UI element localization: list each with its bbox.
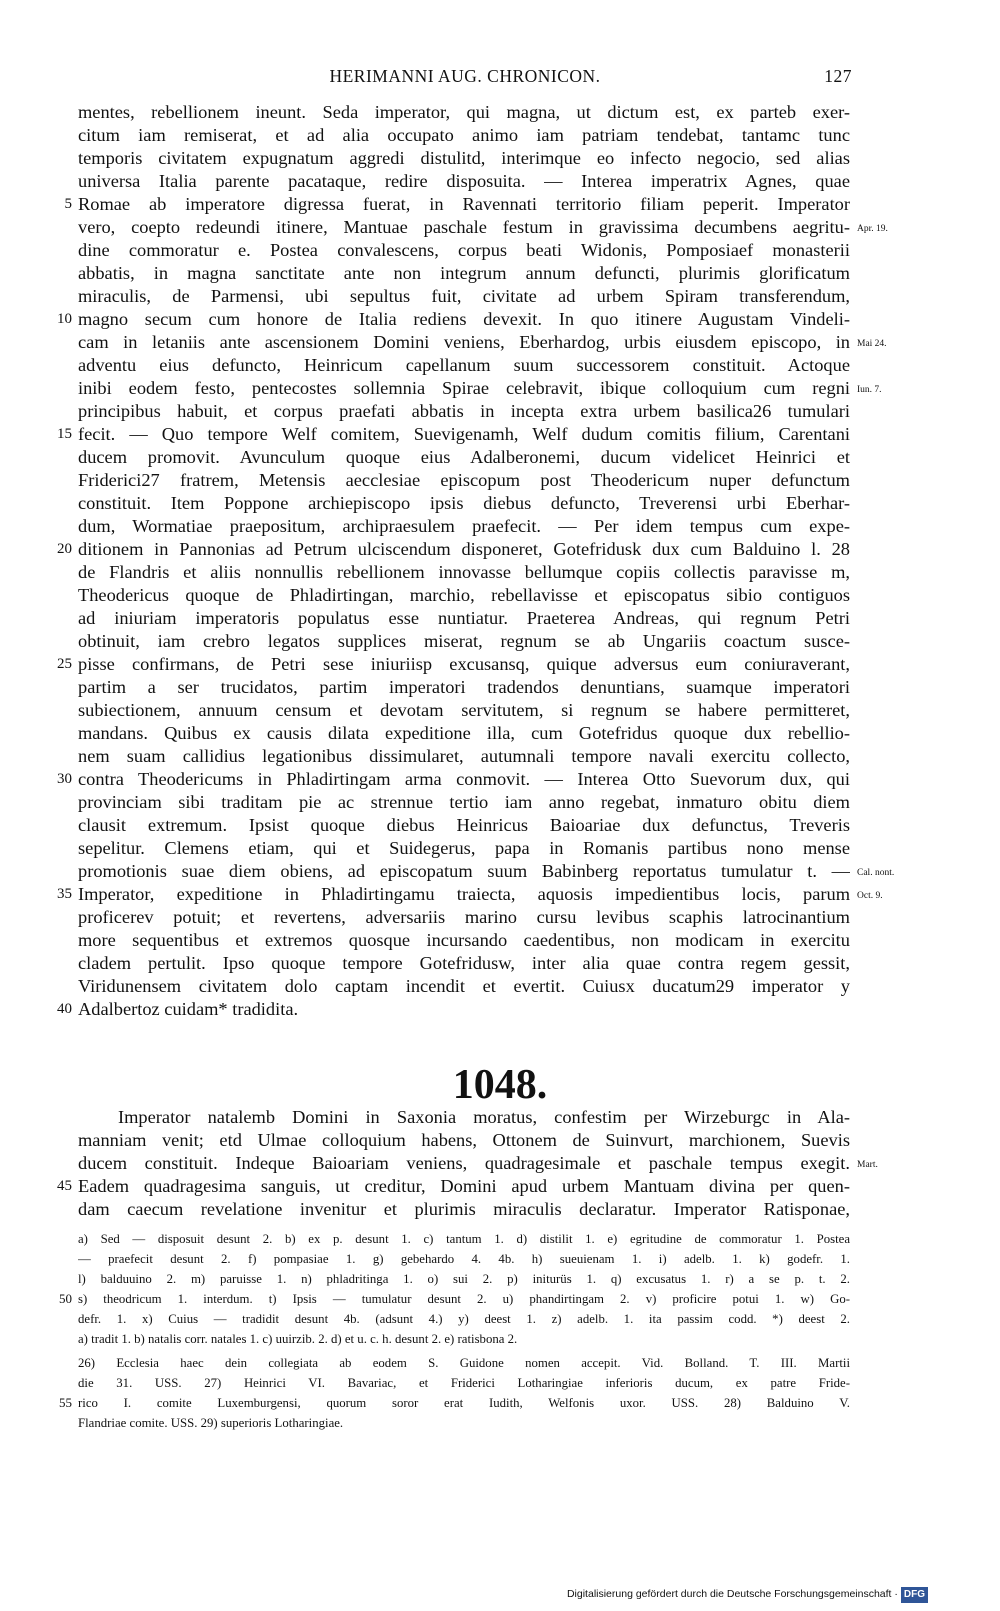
text-line: proficerev potuit; et revertens, adversariis marino cursu levibus scaphis latrocinantium bbox=[78, 907, 850, 927]
footnote-line: defr. 1. x) Cuius — tradidit desunt 4b. (adsunt 4.) y) deest 1. z) adelb. 1. ita passim codd. *) deest 2. bbox=[78, 1312, 850, 1326]
text-line: pisse confirmans, de Petri sese iniuriisp excusansq, quique adversus eum coniuraverant, bbox=[78, 654, 850, 674]
margin-date-note: Apr. 19. bbox=[857, 224, 888, 234]
text-line: subiectionem, annuum censum et devotam servitutem, si regnum se habere permitteret, bbox=[78, 700, 850, 720]
dfg-logo: DFG bbox=[901, 1587, 928, 1603]
footnote-line: — praefecit desunt 2. f) pompasiae 1. g) gebehardo 4. 4b. h) sueuienam 1. i) adelb. 1. k) godefr. 1. bbox=[78, 1252, 850, 1266]
digitization-footer bbox=[567, 1586, 928, 1602]
text-line: dine commoratur e. Postea convalescens, corpus beati Widonis, Pomposiaef monasterii bbox=[78, 240, 850, 260]
text-line: principibus habuit, et corpus praefati abbatis in incepta extra urbem basilica26 tumulari bbox=[78, 401, 850, 421]
text-line: citum iam remiserat, et ad alia occupato animo iam patriam tendebat, tantamc tunc bbox=[78, 125, 850, 145]
text-line: Adalbertoz cuidam* tradidita. bbox=[78, 999, 299, 1019]
footer-text: Digitalisierung gefördert durch die Deutsche Forschungsgemeinschaft · bbox=[566, 1588, 898, 1600]
commentary-line: rico I. comite Luxemburgensi, quorum soror erat Iudith, Welfonis uxor. USS. 28) Balduino V. bbox=[78, 1396, 850, 1410]
text-line: Theodericus quoque de Phladirtingan, marchio, rebellavisse et episcopatus sibio contiguos bbox=[78, 585, 850, 605]
text-line: nem suam callidius legationibus dissimularet, autumnali tempore navali exercitu collecto, bbox=[78, 746, 850, 766]
line-number: 25 bbox=[57, 656, 72, 672]
year-heading: 1048. bbox=[452, 1062, 548, 1108]
running-title: HERIMANNI AUG. CHRONICON. bbox=[329, 66, 601, 86]
text-line: abbatis, in magna sanctitate ante non integrum annum defuncti, plurimis glorificatum bbox=[78, 263, 850, 283]
commentary-line: 26) Ecclesia haec dein collegiata ab eodem S. Guidone nomen accepit. Vid. Bolland. T. III. Martii bbox=[78, 1356, 850, 1370]
text-line: provinciam sibi traditam pie ac strennue tertio iam anno regebat, inmaturo obitu diem bbox=[78, 792, 850, 812]
text-line: manniam venit; etd Ulmae colloquium habens, Ottonem de Suinvurt, marchionem, Suevis bbox=[78, 1130, 850, 1150]
text-line: ditionem in Pannonias ad Petrum ulciscendum disponeret, Gotefridusk dux cum Balduino l. 28 bbox=[78, 539, 850, 559]
page-number: 127 bbox=[824, 66, 852, 86]
margin-date-note: Oct. 9. bbox=[857, 891, 883, 901]
text-line: ducem promovit. Avunculum quoque eius Adalberonemi, ducum videlicet Heinrici et bbox=[78, 447, 850, 467]
text-line: vero, coepto redeundi itinere, Mantuae paschale festum in gravissima decumbens aegritu- bbox=[78, 217, 850, 237]
text-line: contra Theodericums in Phladirtingam arma conmovit. — Interea Otto Suevorum dux, qui bbox=[78, 769, 850, 789]
margin-date-note: Mart. bbox=[857, 1160, 878, 1170]
margin-date-note: Iun. 7. bbox=[857, 385, 882, 395]
text-line: dam caecum revelatione invenitur et plurimis miraculis declaratur. Imperator Ratisponae, bbox=[78, 1199, 850, 1219]
text-line: de Flandris et aliis nonnullis rebellionem innovasse bellumque copiis collectis paravisse m, bbox=[78, 562, 850, 582]
text-line: obtinuit, iam crebro legatos supplices miserat, regnum se ab Ungariis coactum susce- bbox=[78, 631, 850, 651]
text-line: temporis civitatem expugnatum aggredi distulitd, interimque eo infecto negocio, sed alias bbox=[78, 148, 850, 168]
text-line: clausit extremum. Ipsist quoque diebus Heinricus Baioariae dux defunctus, Treveris bbox=[78, 815, 850, 835]
text-line: partim a ser trucidatos, partim imperatori tradendos denuntians, suamque imperatori bbox=[78, 677, 850, 697]
line-number: 50 bbox=[59, 1291, 72, 1306]
footnote-line: a) Sed — disposuit desunt 2. b) ex p. desunt 1. c) tantum 1. d) distilit 1. e) egritudine de commoratur 1. Postea bbox=[78, 1232, 850, 1246]
footnote-line: a) tradit 1. b) natalis corr. natales 1. c) uuirzib. 2. d) et u. c. h. desunt 2. e) ratisbona 2. bbox=[78, 1332, 518, 1346]
line-number: 10 bbox=[57, 311, 72, 327]
text-line: miraculis, de Parmensi, ubi sepultus fuit, civitate ad urbem Spiram transferendum, bbox=[78, 286, 850, 306]
text-line: promotionis suae diem obiens, ad episcopatum suum Babinberg reportatus tumulatur t. — bbox=[78, 861, 850, 881]
margin-date-note: Mai 24. bbox=[857, 339, 887, 349]
text-line: Friderici27 fratrem, Metensis aecclesiae episcopum post Theodericum nuper defunctum bbox=[78, 470, 850, 490]
text-line: ducem constituit. Indeque Baioariam veniens, quadragesimale et paschale tempus exegit. bbox=[78, 1153, 850, 1173]
page-header bbox=[78, 66, 852, 92]
commentary-line: die 31. USS. 27) Heinrici VI. Bavariac, et Friderici Lotharingiae inferioris ducum, ex patre Fride- bbox=[78, 1376, 850, 1390]
line-number: 15 bbox=[57, 426, 72, 442]
text-line: fecit. — Quo tempore Welf comitem, Suevigenamh, Welf dudum comitis filium, Carentani bbox=[78, 424, 850, 444]
line-number: 5 bbox=[64, 196, 72, 212]
text-line: sepelitur. Clemens etiam, qui et Suidegerus, papa in Romanis partibus nono mense bbox=[78, 838, 850, 858]
text-line: constituit. Item Poppone archiepiscopo ipsis diebus defuncto, Treverensi urbi Eberhar- bbox=[78, 493, 850, 513]
text-line: Romae ab imperatore digressa fuerat, in Ravennati territorio filiam peperit. Imperator bbox=[78, 194, 850, 214]
footnote-line: s) theodricum 1. interdum. t) Ipsis — tumulatur desunt 2. u) phandirtingam 2. v) proficire potui 1. w) Go- bbox=[78, 1292, 850, 1306]
text-line: Imperator natalemb Domini in Saxonia moratus, confestim per Wirzeburgc in Ala- bbox=[118, 1107, 850, 1127]
text-line: mentes, rebellionem ineunt. Seda imperator, qui magna, ut dictum est, ex parteb exer- bbox=[78, 102, 850, 122]
text-line: universa Italia parente pacataque, redire disposuita. — Interea imperatrix Agnes, quae bbox=[78, 171, 850, 191]
text-line: inibi eodem festo, pentecostes sollemnia Spirae celebravit, ibique colloquium cum regni bbox=[78, 378, 850, 398]
line-number: 55 bbox=[59, 1395, 72, 1410]
text-line: mandans. Quibus ex causis dilata expeditione illa, cum Gotefridus quoque dux rebellio- bbox=[78, 723, 850, 743]
text-line: ad iniuriam imperatoris populatus esse nuntiatur. Praeterea Andreas, qui regnum Petri bbox=[78, 608, 850, 628]
text-line: Eadem quadragesima sanguis, ut creditur, Domini apud urbem Mantuam divina per quen- bbox=[78, 1176, 850, 1196]
text-line: adventu eius defuncto, Heinricum capellanum suum successorem constituit. Actoque bbox=[78, 355, 850, 375]
text-line: dum, Wormatiae praepositum, archipraesulem praefecit. — Per idem tempus cum expe- bbox=[78, 516, 850, 536]
line-number: 45 bbox=[57, 1178, 72, 1194]
line-number: 40 bbox=[57, 1001, 72, 1017]
margin-date-note: Cal. nont. bbox=[857, 868, 895, 878]
text-line: cladem pertulit. Ipso quoque tempore Gotefridusw, inter alia quae contra regem gessit, bbox=[78, 953, 850, 973]
line-number: 30 bbox=[57, 771, 72, 787]
line-number: 35 bbox=[57, 886, 72, 902]
text-line: magno secum cum honore de Italia rediens devexit. In quo itinere Augustam Vindeli- bbox=[78, 309, 850, 329]
line-number: 20 bbox=[57, 541, 72, 557]
text-line: more sequentibus et extremos quosque incursando caedentibus, non modicam in exercitu bbox=[78, 930, 850, 950]
footnote-line: l) balduuino 2. m) paruisse 1. n) phladritinga 1. o) sui 2. p) initurüs 1. q) excusatus 1. r) a se p. t. 2. bbox=[78, 1272, 850, 1286]
text-line: Viridunensem civitatem dolo captam incendit et evertit. Cuiusx ducatum29 imperator y bbox=[78, 976, 850, 996]
text-line: Imperator, expeditione in Phladirtingamu traiecta, aquosis impedientibus locis, parum bbox=[78, 884, 850, 904]
text-line: cam in letaniis ante ascensionem Domini veniens, Eberhardog, urbis eiusdem episcopo, in bbox=[78, 332, 850, 352]
commentary-line: Flandriae comite. USS. 29) superioris Lotharingiae. bbox=[78, 1416, 344, 1430]
